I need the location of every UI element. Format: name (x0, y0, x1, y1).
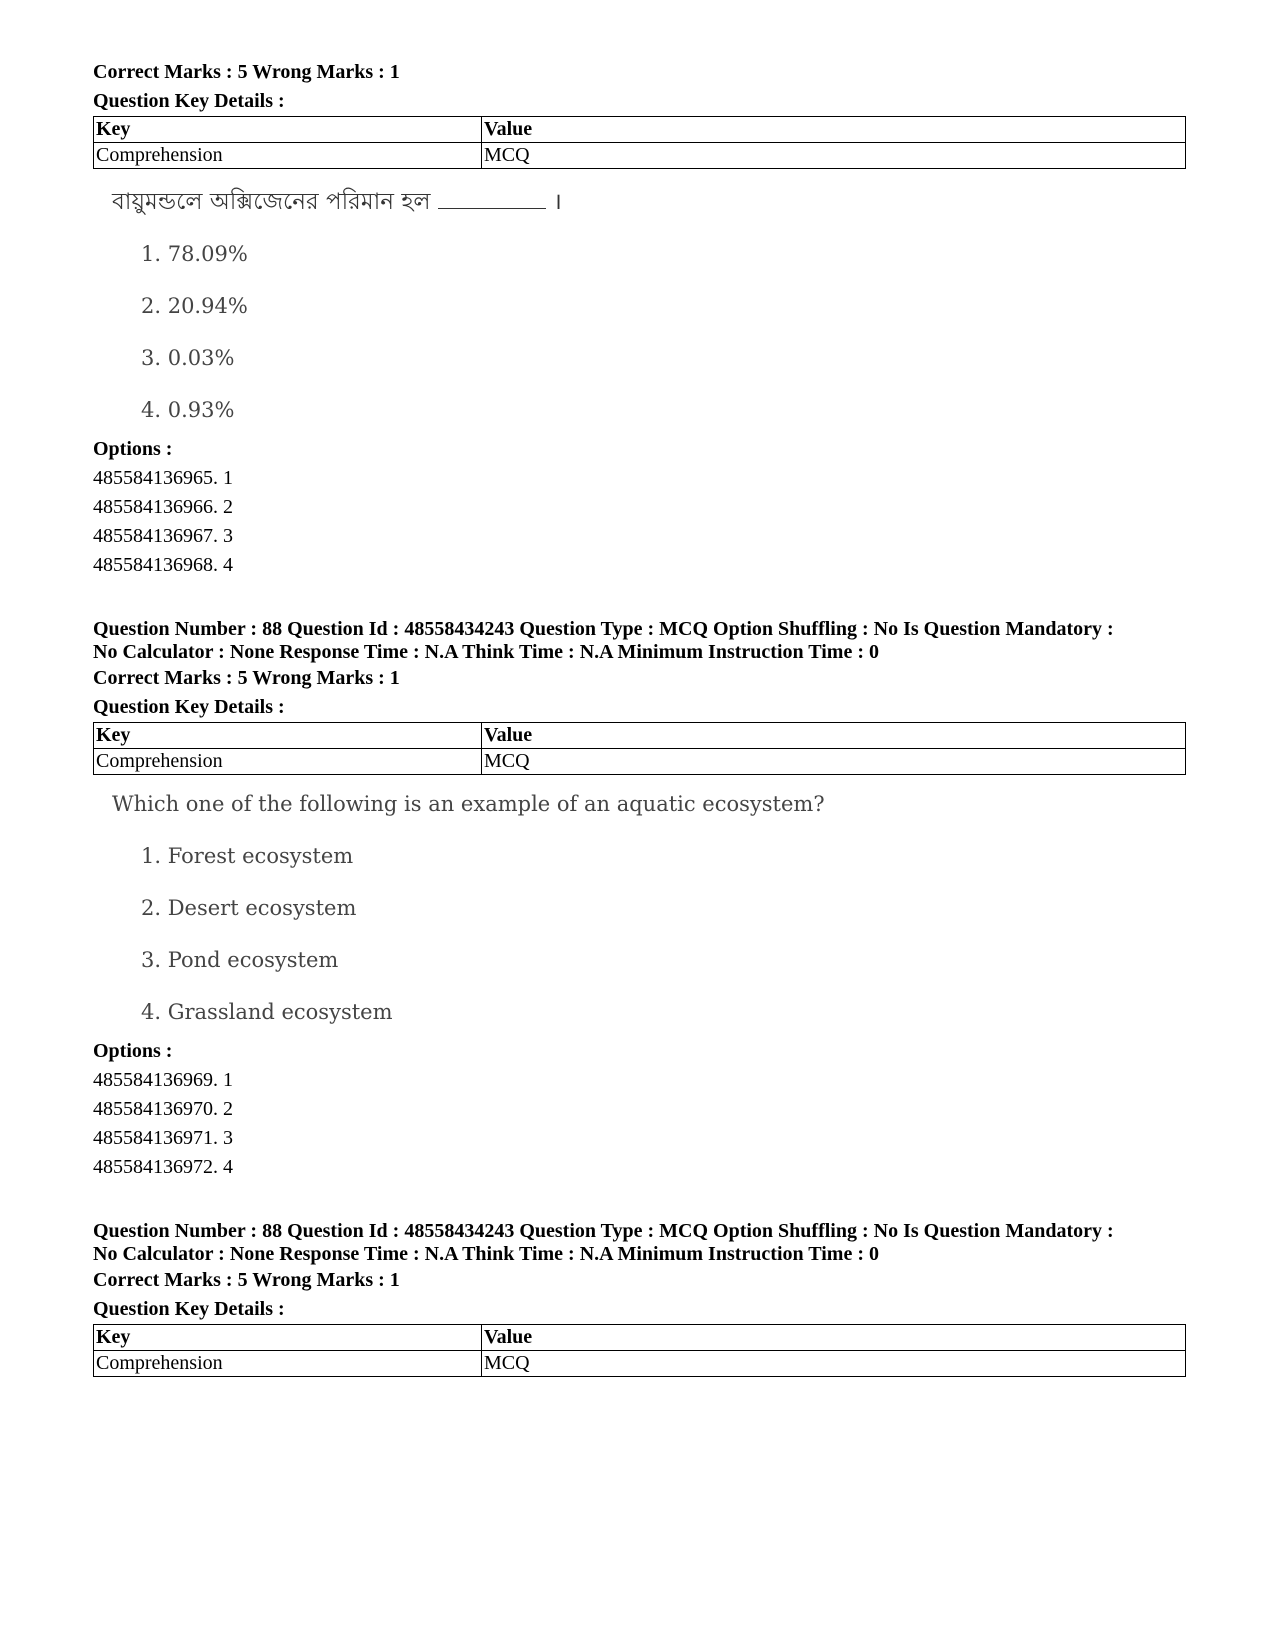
option-item: 485584136966. 2 (93, 496, 233, 518)
table-header-value: Value (482, 1325, 1186, 1351)
question-image (93, 187, 1185, 425)
option-item: 485584136970. 2 (93, 1098, 233, 1120)
table-row (94, 749, 1186, 775)
table-row (94, 1351, 1186, 1377)
table-header-row (94, 117, 1186, 143)
options-label: Options : (93, 1040, 173, 1062)
table-cell-key: Comprehension (94, 749, 482, 775)
table-cell-key: Comprehension (94, 1351, 482, 1377)
question-text (112, 187, 1185, 217)
table-header-value: Value (482, 117, 1186, 143)
key-details-label: Question Key Details : (93, 696, 285, 718)
table-header-key: Key (94, 117, 482, 143)
choice-item: 2. Desert ecosystem (141, 896, 357, 920)
table-cell-value: MCQ (482, 749, 1186, 775)
option-item: 485584136972. 4 (93, 1156, 233, 1178)
option-item: 485584136971. 3 (93, 1127, 233, 1149)
question-header-line1: Question Number : 88 Question Id : 48558434243 Question Type : MCQ Option Shuffling : No Is Question Mandatory : (93, 1220, 1114, 1242)
choice-item: 3. 0.03% (141, 346, 235, 370)
table-header-value: Value (482, 723, 1186, 749)
table-header-row (94, 1325, 1186, 1351)
option-item: 485584136968. 4 (93, 554, 233, 576)
key-value-table (93, 1324, 1186, 1377)
answer-blank (438, 190, 546, 209)
question-image (93, 789, 1185, 1027)
option-item: 485584136965. 1 (93, 467, 233, 489)
marks-line: Correct Marks : 5 Wrong Marks : 1 (93, 1269, 400, 1291)
options-label: Options : (93, 438, 173, 460)
option-item: 485584136969. 1 (93, 1069, 233, 1091)
table-header-row (94, 723, 1186, 749)
question-suffix: । (553, 189, 562, 215)
question-prefix: বায়ুমন্ডলে অক্সিজেনের পরিমান হল (112, 189, 431, 215)
choice-item: 1. Forest ecosystem (141, 844, 354, 868)
choice-item: 2. 20.94% (141, 294, 248, 318)
choice-item: 4. 0.93% (141, 398, 235, 422)
key-details-label: Question Key Details : (93, 1298, 285, 1320)
question-header-line2: No Calculator : None Response Time : N.A Think Time : N.A Minimum Instruction Time : 0 (93, 1243, 879, 1265)
table-cell-key: Comprehension (94, 143, 482, 169)
option-item: 485584136967. 3 (93, 525, 233, 547)
table-header-key: Key (94, 1325, 482, 1351)
choice-item: 1. 78.09% (141, 242, 248, 266)
key-value-table (93, 116, 1186, 169)
table-header-key: Key (94, 723, 482, 749)
document-page (93, 58, 1185, 1377)
key-details-label: Question Key Details : (93, 90, 285, 112)
question-text: Which one of the following is an example of an aquatic ecosystem? (112, 792, 825, 816)
choice-item: 3. Pond ecosystem (141, 948, 339, 972)
table-row (94, 143, 1186, 169)
key-value-table (93, 722, 1186, 775)
table-cell-value: MCQ (482, 1351, 1186, 1377)
marks-line: Correct Marks : 5 Wrong Marks : 1 (93, 667, 400, 689)
question-header-line2: No Calculator : None Response Time : N.A Think Time : N.A Minimum Instruction Time : 0 (93, 641, 879, 663)
question-header-line1: Question Number : 88 Question Id : 48558434243 Question Type : MCQ Option Shuffling : No Is Question Mandatory : (93, 618, 1114, 640)
table-cell-value: MCQ (482, 143, 1186, 169)
marks-line: Correct Marks : 5 Wrong Marks : 1 (93, 61, 400, 83)
choice-item: 4. Grassland ecosystem (141, 1000, 393, 1024)
